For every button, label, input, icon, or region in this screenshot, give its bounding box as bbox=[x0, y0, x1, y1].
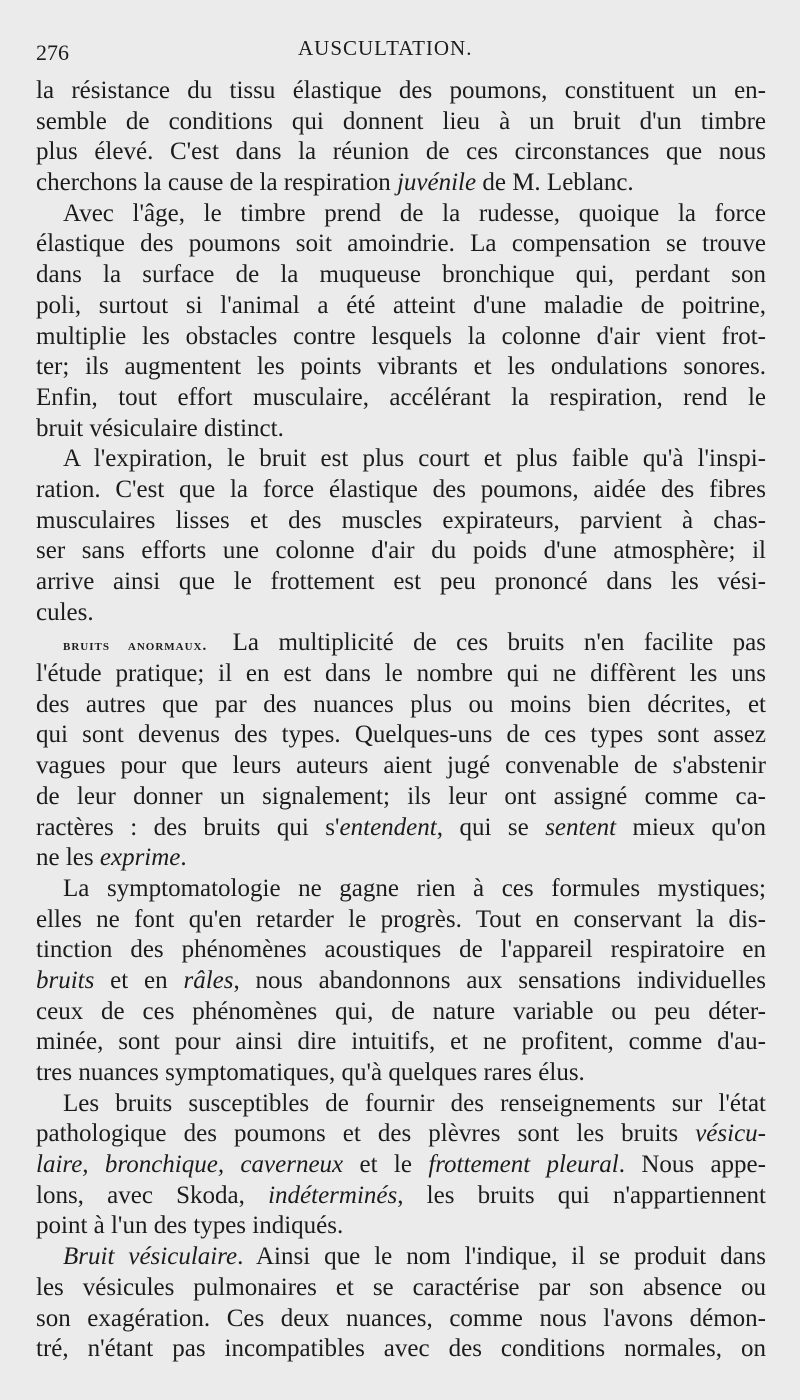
body-text bbox=[36, 76, 766, 1365]
text-line: qui sont devenus des types. Quelques-uns de ces types sont assez bbox=[36, 721, 766, 749]
text-line: poli, surtout si l'animal a été atteint d'une maladie de poitrine, bbox=[36, 291, 766, 319]
text-line: ractères : des bruits qui s'entendent, qui se sentent mieux qu'on bbox=[36, 813, 766, 841]
text-line: l'étude pratique; il en est dans le nombre qui ne diffèrent les uns bbox=[36, 660, 766, 688]
text-line: Bruit vésiculaire. Ainsi que le nom l'indique, il se produit dans bbox=[63, 1243, 766, 1271]
text-line: ceux de ces phénomènes qui, de nature variable ou peu déter- bbox=[36, 997, 766, 1025]
text-line: minée, sont pour ainsi dire intuitifs, et ne profitent, comme d'au- bbox=[36, 1028, 766, 1056]
text-line: pathologique des poumons et des plèvres sont les bruits vésicu- bbox=[36, 1120, 766, 1148]
text-line: tinction des phénomènes acoustiques de l'appareil respiratoire en bbox=[36, 936, 766, 964]
text-line: la résistance du tissu élastique des poumons, constituent un en- bbox=[36, 77, 766, 104]
text-line: vagues pour que leurs auteurs aient jugé convenable de s'abstenir bbox=[36, 752, 766, 780]
text-line: cules. bbox=[36, 598, 94, 626]
text-line: point à l'un des types indiqués. bbox=[36, 1212, 344, 1240]
page-header bbox=[36, 30, 766, 76]
text-line: dans la surface de la muqueuse bronchique qui, perdant son bbox=[36, 261, 766, 289]
text-line: A l'expiration, le bruit est plus court et plus faible qu'à l'inspi- bbox=[63, 445, 766, 473]
text-line: ne les exprime. bbox=[36, 844, 187, 872]
text-line: musculaires lisses et des muscles expirateurs, parvient à chas- bbox=[36, 506, 766, 534]
text-line: multiplie les obstacles contre lesquels la colonne d'air vient frot- bbox=[36, 322, 766, 350]
text-line: elles ne font qu'en retarder le progrès. Tout en conservant la dis- bbox=[36, 905, 766, 933]
running-head: AUSCULTATION. bbox=[298, 36, 473, 60]
text-line: tres nuances symptomatiques, qu'à quelques rares élus. bbox=[36, 1059, 585, 1086]
text-line: Avec l'âge, le timbre prend de la rudesse, quoique la force bbox=[63, 199, 766, 227]
page-number: 276 bbox=[36, 40, 69, 65]
text-line: plus élevé. C'est dans la réunion de ces circonstances que nous bbox=[36, 138, 766, 166]
text-line: ration. C'est que la force élastique des poumons, aidée des fibres bbox=[36, 475, 766, 503]
text-line: tré, n'étant pas incompatibles avec des conditions normales, on bbox=[36, 1335, 766, 1363]
text-line: élastique des poumons soit amoindrie. La compensation se trouve bbox=[36, 230, 766, 258]
text-line: bruit vésiculaire distinct. bbox=[36, 414, 284, 442]
text-line: cherchons la cause de la respiration juvénile de M. Leblanc. bbox=[36, 169, 634, 197]
text-line: bruits anormaux. La multiplicité de ces bruits n'en facilite pas bbox=[63, 629, 766, 657]
text-line: ser sans efforts une colonne d'air du poids d'une atmosphère; il bbox=[36, 537, 766, 565]
text-line: semble de conditions qui donnent lieu à un bruit d'un timbre bbox=[36, 107, 766, 135]
text-line: les vésicules pulmonaires et se caractérise par son absence ou bbox=[36, 1273, 766, 1301]
text-line: bruits et en râles, nous abandonnons aux sensations individuelles bbox=[36, 966, 766, 994]
text-line: de leur donner un signalement; ils leur ont assigné comme ca- bbox=[36, 782, 766, 810]
text-line: La symptomatologie ne gagne rien à ces formules mystiques; bbox=[63, 874, 766, 902]
text-line: laire, bronchique, caverneux et le frottement pleural. Nous appe- bbox=[36, 1151, 766, 1179]
text-line: ter; ils augmentent les points vibrants et les ondulations sonores. bbox=[36, 353, 766, 381]
text-line: son exagération. Ces deux nuances, comme nous l'avons démon- bbox=[36, 1304, 766, 1332]
text-line: Les bruits susceptibles de fournir des renseignements sur l'état bbox=[63, 1089, 766, 1117]
text-line: lons, avec Skoda, indéterminés, les bruits qui n'appartiennent bbox=[36, 1181, 766, 1209]
text-line: des autres que par des nuances plus ou moins bien décrites, et bbox=[36, 690, 766, 718]
text-line: arrive ainsi que le frottement est peu prononcé dans les vési- bbox=[36, 568, 766, 595]
text-line: Enfin, tout effort musculaire, accélérant la respiration, rend le bbox=[36, 383, 766, 411]
